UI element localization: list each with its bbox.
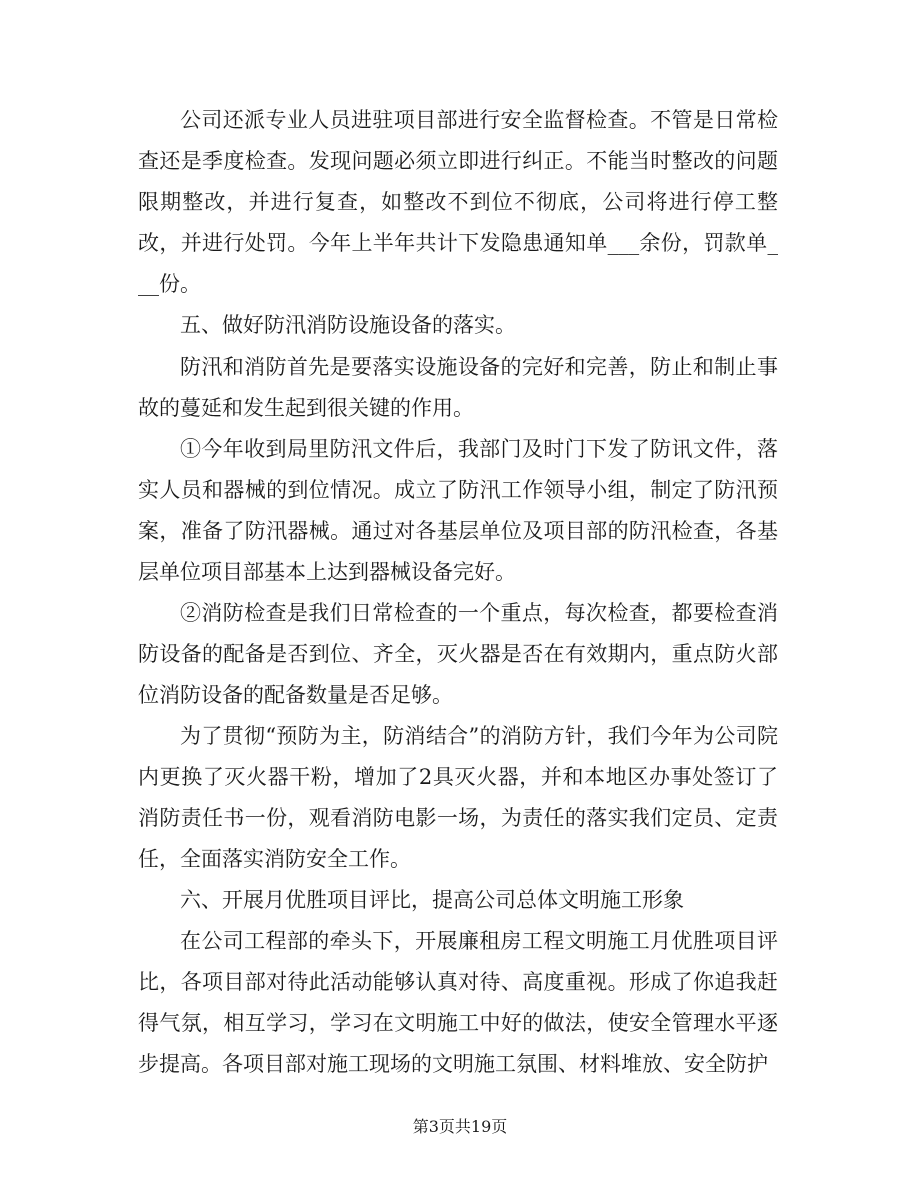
page-number: 第3页共19页 xyxy=(412,1117,508,1136)
section-heading-5: 五、做好防汛消防设施设备的落实。 xyxy=(180,313,516,337)
paragraph-competition: 在公司工程部的牵头下，开展廉租房工程文明施工月优胜项目评比，各项目部对待此活动能够认真对待、高度重视。形成了你追我赶得气氛，相互学习，学习在文明施工中好的做法，使安全管理水平逐步提高。各项目部对施工现场的文明施工氛围、材料堆放、安全防护 xyxy=(138,929,778,1076)
paragraph-fire-inspection: ②消防检查是我们日常检查的一个重点，每次检查，都要检查消防设备的配备是否到位、齐全，灭火器是否在有效期内，重点防火部位消防设备的配备数量是否足够。 xyxy=(138,601,778,707)
paragraph-flood-control: ①今年收到局里防汛文件后，我部门及时门下发了防讯文件，落实人员和器械的到位情况。成立了防汛工作领导小组，制定了防汛预案，准备了防汛器械。通过对各基层单位及项目部的防汛检查，各基层单位项目部基本上达到器械设备完好。 xyxy=(138,437,778,584)
paragraph-fire-policy: 为了贯彻“预防为主，防消结合”的消防方针，我们今年为公司院内更换了灭火器干粉，增加了2具灭火器，并和本地区办事处签订了消防责任书一份，观看消防电影一场，为责任的落实我们定员、定责任，全面落实消防安全工作。 xyxy=(138,724,778,871)
paragraph-flood-fire-intro: 防汛和消防首先是要落实设施设备的完好和完善，防止和制止事故的蔓延和发生起到很关键的作用。 xyxy=(138,355,778,420)
paragraph-safety-supervision: 公司还派专业人员进驻项目部进行安全监督检查。不管是日常检查还是季度检查。发现问题必须立即进行纠正。不能当时整改的问题限期整改，并进行复查，如整改不到位不彻底，公司将进行停工整改，并进行处罚。今年上半年共计下发隐患通知单___余份，罚款单___份。 xyxy=(138,108,778,296)
section-heading-6: 六、开展月优胜项目评比，提高公司总体文明施工形象 xyxy=(180,888,684,912)
